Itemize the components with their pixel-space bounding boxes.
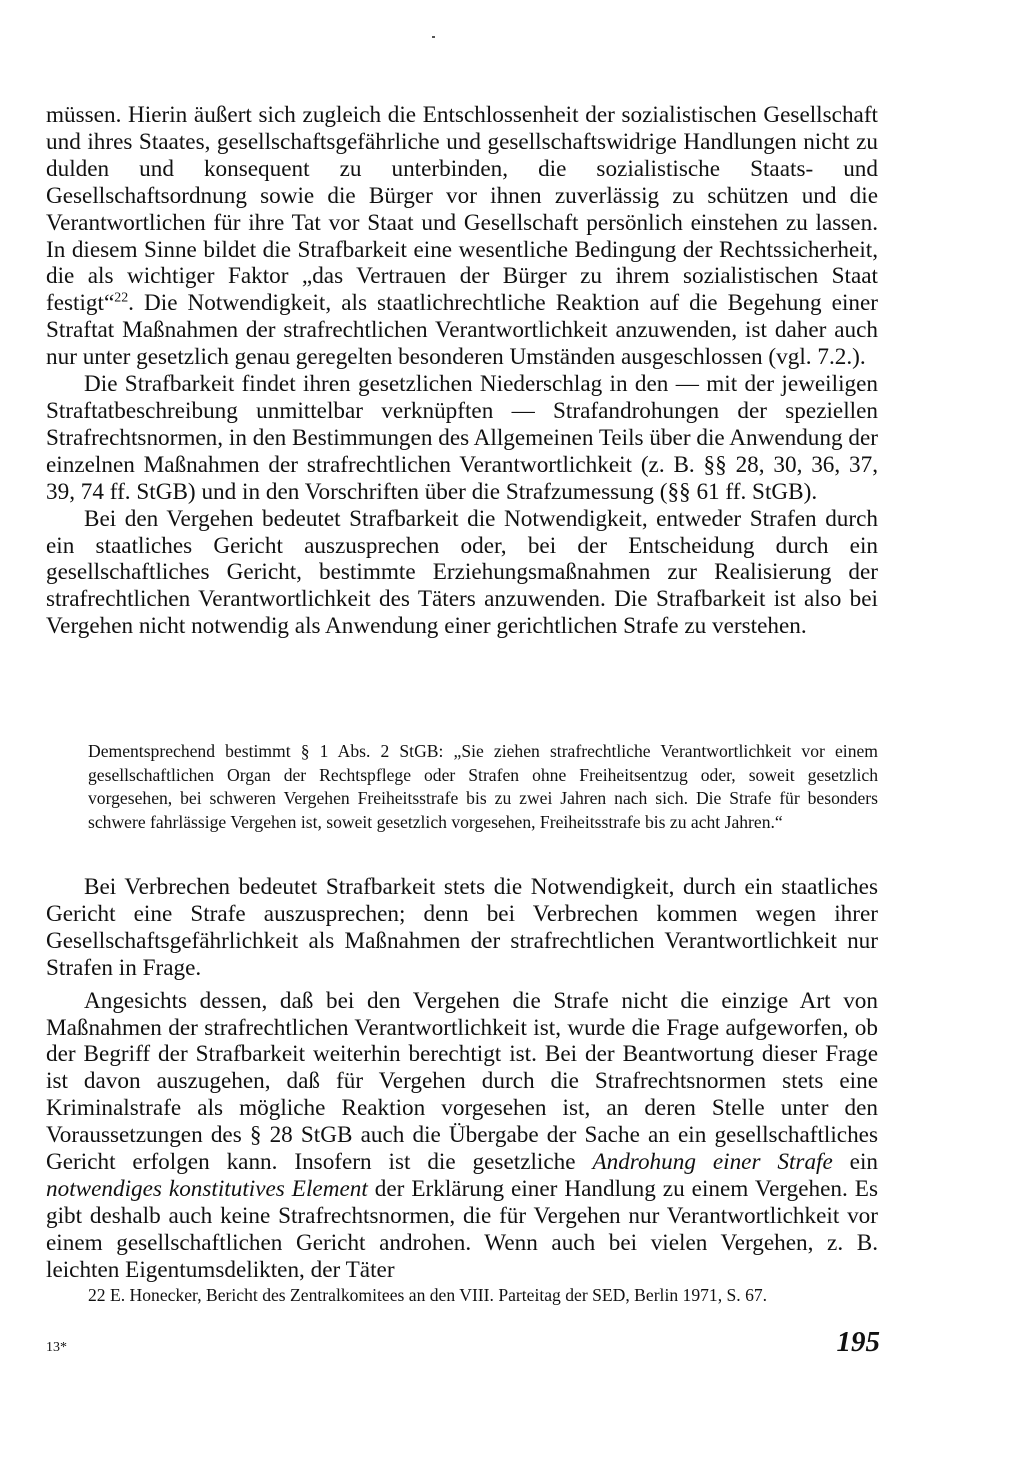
page-number: 195 — [836, 1326, 880, 1358]
paragraph-punishability-intro: müssen. Hierin äußert sich zugleich die Entschlossenheit der sozialistischen Gesellschaft und ihres Staates, gesellschaftsgefährliche und gesellschaftswidrige Handlungen nicht zu dulden und konsequent zu unterbinden, die sozialistische Staats- und Gesellschaftsordnung sowie die Bürger vor ihnen zuverlässig zu schützen und die Verantwortlichen für ihre Tat vor Staat und Gesellschaft persönlich einstehen zu lassen. In diesem Sinne bildet die Strafbarkeit eine wesentliche Bedingung der Rechtssicherheit, die als wichtiger Faktor „das Vertrauen der Bürger zu ihrem sozialistischen Staat festigt“$^{22}$. Die Notwendigkeit, als staatlichrechtliche Reaktion auf die Begehung einer Straftat Maßnahmen der strafrechtlichen Verantwortlichkeit anzuwenden, ist daher auch nur unter gesetzlich genau geregelten besonderen Umständen ausgeschlossen (vgl. 7.2.). — [46, 102, 878, 371]
quote-text: Dementsprechend bestimmt § 1 Abs. 2 StGB: „Sie ziehen strafrechtliche Verantwortlichkeit vor einem gesellschaftlichen Organ der Rechtspflege oder Strafen ohne Freiheitsentzug oder, soweit gesetzlich vorgesehen, bei schweren Vergehen Freiheitsstrafe bis zu zwei Jahren nach sich. Die Strafe für besonders schwere fahrlässige Vergehen ist, soweit gesetzlich vorgesehen, Freiheitsstrafe bis zu acht Jahren.“ — [88, 741, 878, 832]
sheet-signature: 13* — [46, 1340, 67, 1355]
main-text-block — [46, 102, 878, 640]
quoted-statute — [88, 740, 878, 834]
emphasis-constitutive-element: notwendiges konstitutives Element — [46, 1175, 368, 1202]
emphasis-threat-of-punishment: Androhung einer Strafe — [592, 1149, 833, 1176]
paragraph-misdemeanors: Bei den Vergehen bedeutet Strafbarkeit die Notwendigkeit, entweder Strafen durch ein staatliches Gericht auszusprechen oder, bei der Entscheidung durch ein gesellschaftliches Gericht, bestimmte Erziehungsmaßnahmen zur Realisierung der strafrechtlichen Verantwortlichkeit des Täters anzuwenden. Die Strafbarkeit ist also bei Vergehen nicht notwendig als Anwendung einer gerichtlichen Strafe zu verstehen. — [46, 505, 878, 640]
scan-speck — [432, 36, 435, 38]
paragraph-legal-basis: Die Strafbarkeit findet ihren gesetzlichen Niederschlag in den — mit der jeweiligen Straftatbeschreibung unmittelbar verknüpften — Strafandrohungen der speziellen Strafrechtsnormen, in den Bestimmungen des Allgemeinen Teils über die Anwendung der einzelnen Maßnahmen der strafrechtlichen Verantwortlichkeit (z. B. §§ 28, 30, 36, 37, 39, 74 ff. StGB) und in den Vorschriften über die Strafzumessung (§§ 61 ff. StGB). — [46, 371, 878, 505]
footnote-22: 22 E. Honecker, Bericht des Zentralkomitees an den VIII. Parteitag der SED, Berlin 1971, S. 67. — [88, 1285, 768, 1305]
footnote-reference[interactable]: 22 — [114, 290, 129, 306]
main-text-block-2 — [46, 874, 878, 1284]
paragraph-crimes: Bei Verbrechen bedeutet Strafbarkeit stets die Notwendigkeit, durch ein staatliches Gericht eine Strafe auszusprechen; denn bei Verbrechen kommen wegen ihrer Gesellschaftsgefährlichkeit als Maßnahmen der strafrechtlichen Verantwortlichkeit nur Strafen in Frage. — [46, 874, 878, 981]
paragraph-concept-question: Angesichts dessen, daß bei den Vergehen die Strafe nicht die einzige Art von Maßnahmen der strafrechtlichen Verantwortlichkeit ist, wurde die Frage aufgeworfen, ob der Begriff der Strafbarkeit weiterhin berechtigt ist. Bei der Beantwortung dieser Frage ist davon auszugehen, daß für Vergehen durch die Strafrechtsnormen stets eine Kriminalstrafe als mögliche Reaktion vorgesehen ist, an deren Stelle unter den Voraussetzungen des § 28 StGB auch die Übergabe der Sache an ein gesellschaftliches Gericht erfolgen kann. Insofern ist die gesetzliche Androhung einer Strafe ein notwendiges konstitutives Element der Erklärung einer Handlung zu einem Vergehen. Es gibt deshalb auch keine Strafrechtsnormen, die für Vergehen nur Verantwortlichkeit vor einem gesellschaftlichen Gericht androhen. Wenn auch bei vielen Vergehen, z. B. leichten Eigentumsdelikten, der Täter — [46, 987, 879, 1283]
